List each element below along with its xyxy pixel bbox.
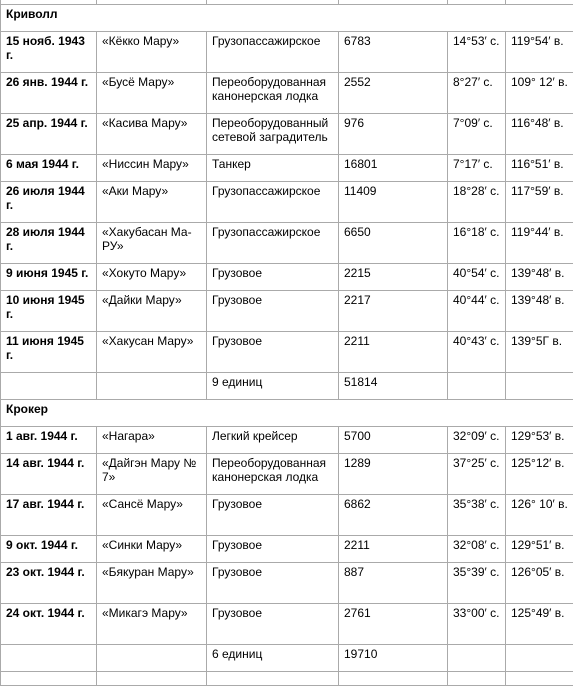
empty-cell	[448, 672, 506, 686]
table-row	[1, 155, 573, 182]
tonnage-cell: 976	[339, 114, 448, 155]
ship-type-cell: Переоборудованная канонерская лодка	[207, 73, 339, 114]
longitude-cell: 116°51′ в.	[506, 155, 573, 182]
table-row	[1, 264, 573, 291]
ship-name-cell: «Бусё Мару»	[97, 73, 207, 114]
tonnage-cell: 11409	[339, 182, 448, 223]
empty-cell	[1, 645, 97, 672]
ship-name-cell: «Дайгэн Мару № 7»	[97, 454, 207, 495]
table-body	[1, 0, 573, 686]
longitude-cell: 119°54′ в.	[506, 32, 573, 73]
latitude-cell: 37°25′ с.	[448, 454, 506, 495]
tonnage-cell: 6783	[339, 32, 448, 73]
tonnage-cell: 2211	[339, 332, 448, 373]
date-cell: 26 июля 1944 г.	[1, 182, 97, 223]
table-row	[1, 604, 573, 645]
ship-name-cell: «Ниссин Мару»	[97, 155, 207, 182]
latitude-cell: 40°44′ с.	[448, 291, 506, 332]
date-cell: 25 апр. 1944 г.	[1, 114, 97, 155]
total-row	[1, 373, 573, 400]
latitude-cell: 35°39′ с.	[448, 563, 506, 604]
empty-cell	[97, 672, 207, 686]
ship-type-cell: Грузопассажирское	[207, 223, 339, 264]
latitude-cell: 40°54′ с.	[448, 264, 506, 291]
table-row	[1, 32, 573, 73]
latitude-cell: 8°27′ с.	[448, 73, 506, 114]
empty-cell	[506, 645, 573, 672]
submarine-group-row	[1, 400, 573, 427]
ship-name-cell: «Синки Мару»	[97, 536, 207, 563]
empty-cell	[97, 373, 207, 400]
ship-type-cell: Переоборудованный сетевой заградитель	[207, 114, 339, 155]
table-row	[1, 495, 573, 536]
latitude-cell: 7°17′ с.	[448, 155, 506, 182]
longitude-cell: 139°48′ в.	[506, 291, 573, 332]
ship-type-cell: Переоборудованная канонерская лодка	[207, 454, 339, 495]
longitude-cell: 117°59′ в.	[506, 182, 573, 223]
date-cell: 9 окт. 1944 г.	[1, 536, 97, 563]
longitude-cell: 119°44′ в.	[506, 223, 573, 264]
latitude-cell: 40°43′ с.	[448, 332, 506, 373]
ship-type-cell: Легкий крейсер	[207, 427, 339, 454]
ship-name-cell: «Хокуто Мару»	[97, 264, 207, 291]
empty-cell	[339, 672, 448, 686]
tonnage-cell: 2761	[339, 604, 448, 645]
date-cell: 15 нояб. 1943 г.	[1, 32, 97, 73]
ship-type-cell: Грузовое	[207, 264, 339, 291]
table-row	[1, 454, 573, 495]
empty-cell	[448, 645, 506, 672]
latitude-cell: 7°09′ с.	[448, 114, 506, 155]
tonnage-cell: 6650	[339, 223, 448, 264]
longitude-cell: 139°5Г в.	[506, 332, 573, 373]
empty-cell	[207, 672, 339, 686]
table-row	[1, 73, 573, 114]
tonnage-cell: 887	[339, 563, 448, 604]
table-row	[1, 182, 573, 223]
empty-cell	[97, 645, 207, 672]
ship-type-cell: Грузовое	[207, 332, 339, 373]
tonnage-cell: 2217	[339, 291, 448, 332]
submarine-name: Криволл	[1, 5, 573, 32]
date-cell: 10 июня 1945 г.	[1, 291, 97, 332]
total-tonnage-cell: 51814	[339, 373, 448, 400]
ship-name-cell: «Бякуран Мару»	[97, 563, 207, 604]
table-row	[1, 114, 573, 155]
empty-cell	[506, 672, 573, 686]
tonnage-cell: 6862	[339, 495, 448, 536]
ship-type-cell: Грузопассажирское	[207, 32, 339, 73]
tonnage-cell: 1289	[339, 454, 448, 495]
ship-name-cell: «Хакубасан Ма-РУ»	[97, 223, 207, 264]
empty-cell	[506, 373, 573, 400]
table-row	[1, 223, 573, 264]
total-tonnage-cell: 19710	[339, 645, 448, 672]
submarine-group-row	[1, 5, 573, 32]
ship-name-cell: «Аки Мару»	[97, 182, 207, 223]
total-units-cell: 9 единиц	[207, 373, 339, 400]
longitude-cell: 129°53′ в.	[506, 427, 573, 454]
table-row	[1, 332, 573, 373]
date-cell: 1 авг. 1944 г.	[1, 427, 97, 454]
longitude-cell: 126° 10′ в.	[506, 495, 573, 536]
ship-type-cell: Грузопассажирское	[207, 182, 339, 223]
date-cell: 6 мая 1944 г.	[1, 155, 97, 182]
total-row	[1, 645, 573, 672]
longitude-cell: 109° 12′ в.	[506, 73, 573, 114]
ship-name-cell: «Сансё Мару»	[97, 495, 207, 536]
ship-type-cell: Грузовое	[207, 563, 339, 604]
ship-name-cell: «Хакусан Мару»	[97, 332, 207, 373]
date-cell: 26 янв. 1944 г.	[1, 73, 97, 114]
tonnage-cell: 5700	[339, 427, 448, 454]
latitude-cell: 18°28′ с.	[448, 182, 506, 223]
empty-cell	[1, 672, 97, 686]
ship-name-cell: «Нагара»	[97, 427, 207, 454]
ship-type-cell: Танкер	[207, 155, 339, 182]
longitude-cell: 125°49′ в.	[506, 604, 573, 645]
table-row	[1, 536, 573, 563]
longitude-cell: 139°48′ в.	[506, 264, 573, 291]
submarine-name: Крокер	[1, 400, 573, 427]
ship-type-cell: Грузовое	[207, 291, 339, 332]
table-row-stub	[1, 672, 573, 686]
latitude-cell: 14°53′ с.	[448, 32, 506, 73]
table-row	[1, 291, 573, 332]
ship-name-cell: «Касива Мару»	[97, 114, 207, 155]
latitude-cell: 32°09′ с.	[448, 427, 506, 454]
date-cell: 28 июля 1944 г.	[1, 223, 97, 264]
latitude-cell: 35°38′ с.	[448, 495, 506, 536]
date-cell: 24 окт. 1944 г.	[1, 604, 97, 645]
date-cell: 17 авг. 1944 г.	[1, 495, 97, 536]
ship-name-cell: «Дайки Мару»	[97, 291, 207, 332]
longitude-cell: 125°12′ в.	[506, 454, 573, 495]
date-cell: 14 авг. 1944 г.	[1, 454, 97, 495]
longitude-cell: 129°51′ в.	[506, 536, 573, 563]
ship-type-cell: Грузовое	[207, 495, 339, 536]
empty-cell	[1, 373, 97, 400]
latitude-cell: 32°08′ с.	[448, 536, 506, 563]
tonnage-cell: 2211	[339, 536, 448, 563]
tonnage-cell: 2552	[339, 73, 448, 114]
date-cell: 23 окт. 1944 г.	[1, 563, 97, 604]
tonnage-cell: 2215	[339, 264, 448, 291]
ship-name-cell: «Кёкко Мару»	[97, 32, 207, 73]
date-cell: 11 июня 1945 г.	[1, 332, 97, 373]
ship-name-cell: «Микагэ Мару»	[97, 604, 207, 645]
latitude-cell: 33°00′ с.	[448, 604, 506, 645]
longitude-cell: 116°48′ в.	[506, 114, 573, 155]
latitude-cell: 16°18′ с.	[448, 223, 506, 264]
ship-type-cell: Грузовое	[207, 536, 339, 563]
longitude-cell: 126°05′ в.	[506, 563, 573, 604]
table-row	[1, 563, 573, 604]
empty-cell	[448, 373, 506, 400]
ship-type-cell: Грузовое	[207, 604, 339, 645]
date-cell: 9 июня 1945 г.	[1, 264, 97, 291]
total-units-cell: 6 единиц	[207, 645, 339, 672]
table-row	[1, 427, 573, 454]
tonnage-cell: 16801	[339, 155, 448, 182]
